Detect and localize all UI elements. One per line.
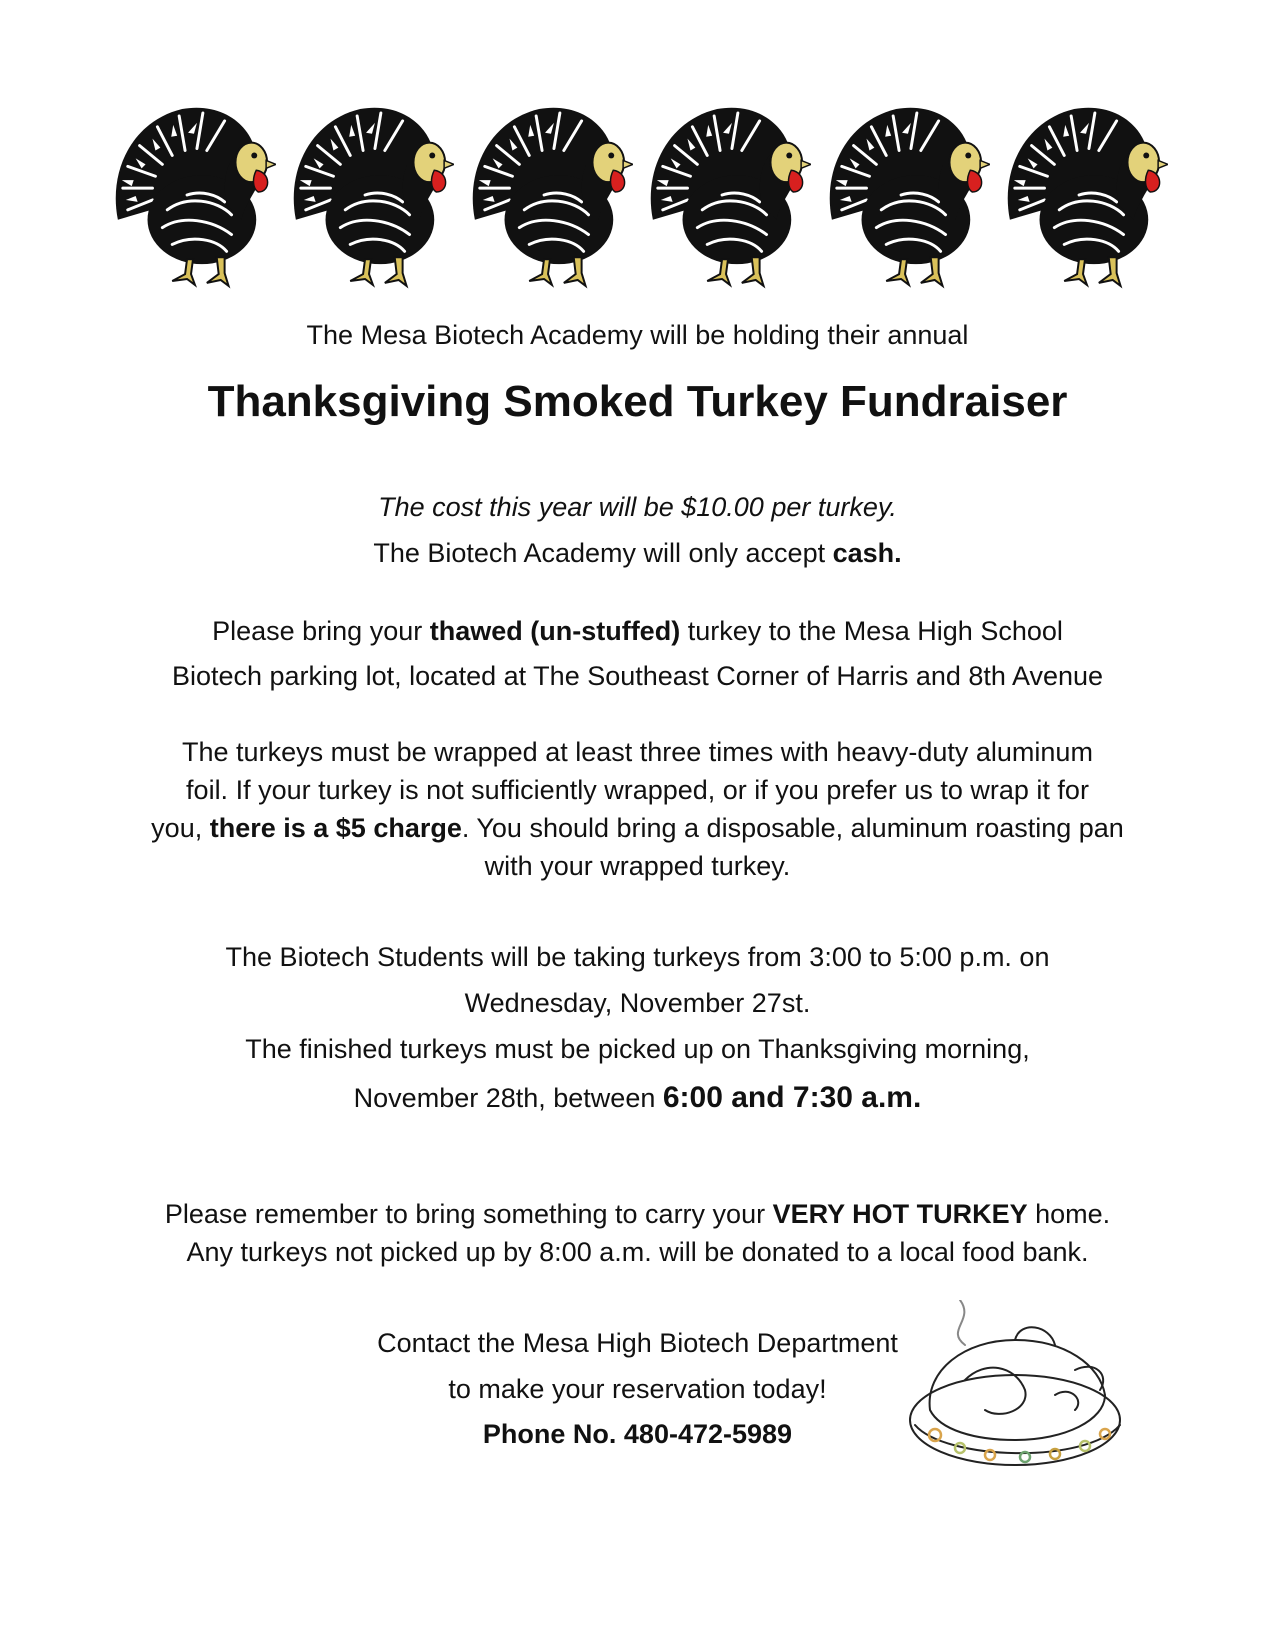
contact-text-1: Contact the Mesa High Biotech Department bbox=[377, 1328, 898, 1358]
wrap-text-1: The turkeys must be wrapped at least three times with heavy-duty aluminum bbox=[182, 737, 1093, 767]
bring-text-2: Biotech parking lot, located at The Southeast Corner of Harris and 8th Avenue bbox=[171, 661, 1104, 691]
wrap-text-4: with your wrapped turkey. bbox=[484, 851, 791, 881]
contact-text-2: to make your reservation today! bbox=[448, 1374, 827, 1404]
remember-text-2: Any turkeys not picked up by 8:00 a.m. will be donated to a local food bank. bbox=[186, 1237, 1089, 1267]
pickup-text-2: November 28th, between 6:00 and 7:30 a.m. bbox=[353, 1081, 922, 1114]
intro-text: The Mesa Biotech Academy will be holding their annual bbox=[306, 320, 969, 350]
roast-turkey-platter-icon bbox=[905, 1300, 1165, 1490]
take-text-2: Wednesday, November 27st. bbox=[464, 988, 811, 1018]
turkey-icon bbox=[1000, 100, 1168, 290]
cash-text: The Biotech Academy will only accept cash. bbox=[373, 538, 902, 568]
pickup-text-1: The finished turkeys must be picked up on Thanksgiving morning, bbox=[245, 1034, 1030, 1064]
turkey-icon bbox=[643, 100, 811, 290]
turkey-icon bbox=[286, 100, 454, 290]
page-title: Thanksgiving Smoked Turkey Fundraiser bbox=[207, 377, 1068, 426]
cost-text: The cost this year will be $10.00 per turkey. bbox=[378, 492, 897, 522]
take-text-1: The Biotech Students will be taking turkeys from 3:00 to 5:00 p.m. on bbox=[225, 942, 1050, 972]
wrap-text-2: foil. If your turkey is not sufficiently wrapped, or if you prefer us to wrap it for bbox=[186, 775, 1089, 805]
turkey-icon bbox=[108, 100, 276, 290]
phone-number: Phone No. 480-472-5989 bbox=[482, 1419, 793, 1449]
bring-text-1: Please bring your thawed (un-stuffed) turkey to the Mesa High School bbox=[212, 616, 1063, 646]
remember-text-1: Please remember to bring something to carry your VERY HOT TURKEY home. bbox=[164, 1199, 1111, 1229]
turkey-banner bbox=[108, 100, 1168, 295]
turkey-icon bbox=[822, 100, 990, 290]
wrap-text-3: you, there is a $5 charge. You should bring a disposable, aluminum roasting pan bbox=[151, 813, 1124, 843]
turkey-icon bbox=[465, 100, 633, 290]
